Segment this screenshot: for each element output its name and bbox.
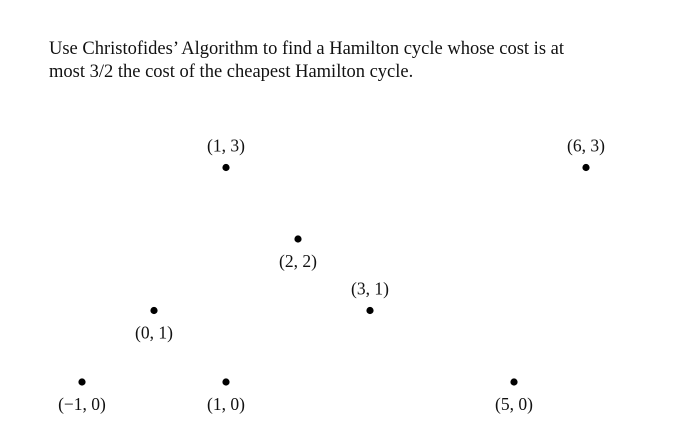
point-p-2-2 (279, 235, 317, 271)
point-p-m1-0 (58, 378, 106, 414)
point-label: (−1, 0) (58, 394, 106, 414)
point-p-6-3 (567, 136, 605, 172)
point-label: (1, 0) (207, 394, 245, 414)
point-label: (2, 2) (279, 251, 317, 271)
point-dot (366, 307, 373, 314)
point-dot (294, 235, 301, 242)
point-dot (150, 307, 157, 314)
point-dot (582, 164, 589, 171)
point-label: (3, 1) (351, 278, 389, 299)
point-p-1-0 (207, 378, 245, 414)
point-label: (0, 1) (135, 322, 173, 343)
point-p-1-3 (207, 136, 245, 172)
point-dot (222, 378, 229, 385)
points-layer (58, 136, 605, 415)
point-p-5-0 (495, 378, 533, 414)
point-p-0-1 (135, 307, 173, 343)
point-dot (510, 378, 517, 385)
problem-line-1: Use Christofides’ Algorithm to find a Hamilton cycle whose cost is at (49, 39, 565, 59)
point-label: (1, 3) (207, 135, 245, 156)
point-dot (78, 378, 85, 385)
point-label: (5, 0) (495, 394, 533, 414)
point-dot (222, 164, 229, 171)
problem-line-2: most 3/2 the cost of the cheapest Hamilton cycle. (49, 62, 414, 82)
point-label: (6, 3) (567, 135, 605, 156)
point-p-3-1 (351, 279, 389, 315)
